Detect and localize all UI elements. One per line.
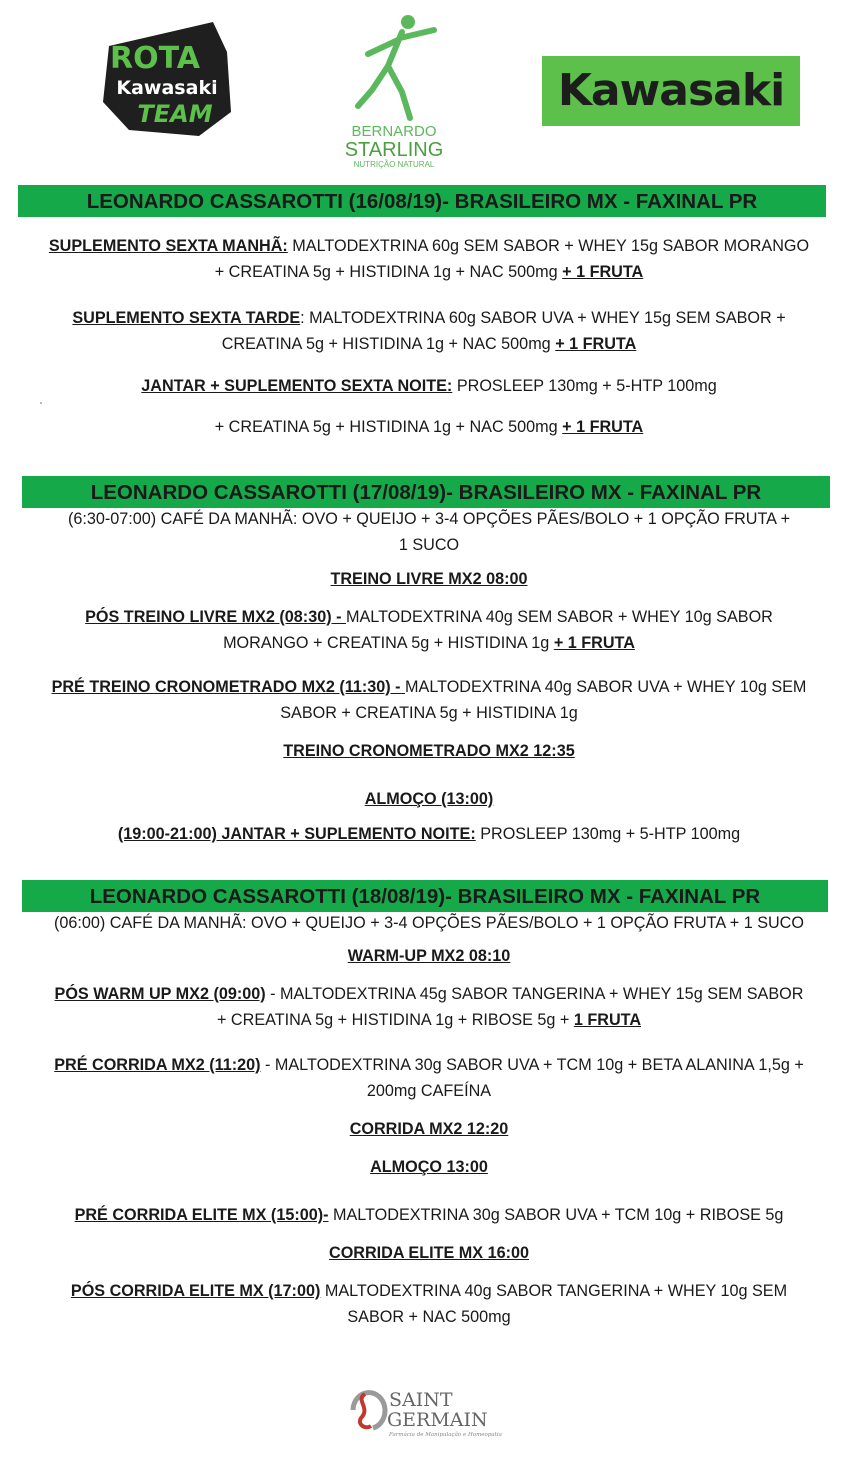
item-label: PRÉ TREINO CRONOMETRADO MX2 (11:30) - — [51, 678, 406, 696]
almoco-17 — [20, 786, 838, 812]
saint-germain-logo — [345, 1380, 513, 1440]
pre-corrida-elite — [20, 1202, 838, 1228]
treino-livre — [20, 566, 838, 592]
jantar-noite-17 — [20, 821, 838, 847]
saint-text: SAINT — [389, 1389, 453, 1411]
section-banner-16-08 — [18, 185, 826, 217]
item-text: SABOR + NAC 500mg — [347, 1308, 511, 1326]
bernardo-text: BERNARDO — [351, 123, 437, 140]
fruit-label: + 1 FRUTA — [553, 634, 635, 652]
germain-text: GERMAIN — [387, 1409, 488, 1431]
item-label: PÓS TREINO LIVRE MX2 (08:30) - — [85, 608, 346, 626]
pos-corrida-elite — [20, 1278, 838, 1330]
section-title: LEONARDO CASSAROTTI (17/08/19)- BRASILEIRO MX - FAXINAL PR — [90, 481, 762, 504]
heading: CORRIDA MX2 12:20 — [349, 1120, 509, 1138]
item-text: + CREATINA 5g + HISTIDINA 1g + RIBOSE 5g + — [216, 1011, 574, 1029]
section-title: LEONARDO CASSAROTTI (16/08/19)- BRASILEIRO MX - FAXINAL PR — [86, 190, 758, 213]
rota-kawasaki-team-logo — [95, 12, 243, 142]
item-text: + CREATINA 5g + HISTIDINA 1g + NAC 500mg — [214, 418, 563, 436]
warm-up — [20, 943, 838, 969]
item-text: + CREATINA 5g + HISTIDINA 1g + NAC 500mg — [214, 263, 563, 281]
fruit-label: + 1 FRUTA — [562, 263, 644, 281]
item-text: : MALTODEXTRINA 60g SABOR UVA + WHEY 15g SEM SABOR + — [300, 309, 786, 327]
item-label: PÓS WARM UP MX2 (09:00) — [54, 985, 266, 1003]
item-text: CREATINA 5g + HISTIDINA 1g + NAC 500mg — [221, 335, 556, 353]
corrida-mx2 — [20, 1116, 838, 1142]
sg-monogram-icon — [353, 1393, 385, 1428]
almoco-18 — [20, 1154, 838, 1180]
jantar-sexta-noite-cont — [20, 414, 838, 440]
nutricao-text: NUTRIÇÃO NATURAL — [353, 160, 435, 169]
item-label: PÓS CORRIDA ELITE MX (17:00) — [70, 1282, 321, 1300]
pre-corrida-mx2 — [20, 1052, 838, 1104]
item-text: MALTODEXTRINA 30g SABOR UVA + TCM 10g + RIBOSE 5g — [328, 1206, 784, 1224]
sg-tagline: Farmácia de Manipulação e Homeopatia — [389, 1432, 502, 1438]
fruit-label: 1 FRUTA — [573, 1011, 642, 1029]
heading: TREINO CRONOMETRADO MX2 12:35 — [283, 742, 575, 760]
stray-mark — [40, 402, 42, 404]
item-text: MALTODEXTRINA 60g SEM SABOR + WHEY 15g SABOR MORANGO — [287, 237, 810, 255]
kawasaki-logo-text: Kawasaki — [557, 65, 785, 116]
item-text: MALTODEXTRINA 40g SEM SABOR + WHEY 10g SABOR — [345, 608, 773, 626]
item-text: MALTODEXTRINA 40g SABOR TANGERINA + WHEY 10g SEM — [320, 1282, 788, 1300]
item-label: SUPLEMENTO SEXTA MANHÃ: — [48, 237, 288, 255]
item-label: JANTAR + SUPLEMENTO SEXTA NOITE: — [141, 377, 453, 395]
suplemento-sexta-manha — [20, 233, 838, 285]
heading: WARM-UP MX2 08:10 — [347, 947, 511, 965]
fruit-label: + 1 FRUTA — [562, 418, 644, 436]
pre-treino-cronometrado — [20, 674, 838, 726]
item-text: PROSLEEP 130mg + 5-HTP 100mg — [452, 377, 717, 395]
bernardo-starling-logo — [338, 8, 450, 170]
suplemento-sexta-tarde — [20, 305, 838, 357]
item-text: 200mg CAFEÍNA — [366, 1082, 492, 1100]
breakfast-text: (06:00) CAFÉ DA MANHÃ: OVO + QUEIJO + 3-4 OPÇÕES PÃES/BOLO + 1 OPÇÃO FRUTA + 1 SUCO — [54, 914, 804, 932]
fruit-label: + 1 FRUTA — [555, 335, 637, 353]
cafe-da-manha-17 — [20, 506, 838, 558]
rota-team-text: TEAM — [137, 100, 213, 128]
jantar-sexta-noite — [20, 373, 838, 399]
item-text: MALTODEXTRINA 40g SABOR UVA + WHEY 10g SEM — [405, 678, 807, 696]
item-label: SUPLEMENTO SEXTA TARDE — [72, 309, 301, 327]
treino-cronometrado — [20, 738, 838, 764]
section-title: LEONARDO CASSAROTTI (18/08/19)- BRASILEIRO MX - FAXINAL PR — [89, 885, 761, 908]
breakfast-text: (6:30-07:00) CAFÉ DA MANHÃ: OVO + QUEIJO + 3-4 OPÇÕES PÃES/BOLO + 1 OPÇÃO FRUTA + — [67, 510, 791, 528]
item-label: (19:00-21:00) JANTAR + SUPLEMENTO NOITE: — [117, 825, 476, 843]
item-text: - MALTODEXTRINA 45g SABOR TANGERINA + WHEY 15g SEM SABOR — [265, 985, 804, 1003]
runner-figure-icon — [358, 15, 434, 118]
item-text: - MALTODEXTRINA 30g SABOR UVA + TCM 10g + BETA ALANINA 1,5g + — [260, 1056, 804, 1074]
section-banner-17-08 — [22, 476, 830, 508]
heading: CORRIDA ELITE MX 16:00 — [329, 1244, 529, 1262]
section-banner-18-08 — [22, 880, 828, 912]
corrida-elite — [20, 1240, 838, 1266]
heading: ALMOÇO 13:00 — [370, 1158, 488, 1176]
starling-text: STARLING — [344, 139, 444, 161]
heading: TREINO LIVRE MX2 08:00 — [330, 570, 528, 588]
cafe-da-manha-18 — [20, 910, 838, 936]
rota-text: ROTA — [110, 41, 200, 76]
item-text: MORANGO + CREATINA 5g + HISTIDINA 1g — [223, 634, 554, 652]
pos-warm-up — [20, 981, 838, 1033]
rota-kawasaki-text: Kawasaki — [116, 77, 218, 99]
item-text: SABOR + CREATINA 5g + HISTIDINA 1g — [280, 704, 578, 722]
item-label: PRÉ CORRIDA ELITE MX (15:00)- — [74, 1206, 329, 1224]
breakfast-text: 1 SUCO — [398, 536, 460, 554]
pos-treino-livre — [20, 604, 838, 656]
item-label: PRÉ CORRIDA MX2 (11:20) — [54, 1056, 261, 1074]
item-text: PROSLEEP 130mg + 5-HTP 100mg — [475, 825, 741, 843]
kawasaki-logo — [542, 56, 800, 126]
heading: ALMOÇO (13:00) — [364, 790, 494, 808]
